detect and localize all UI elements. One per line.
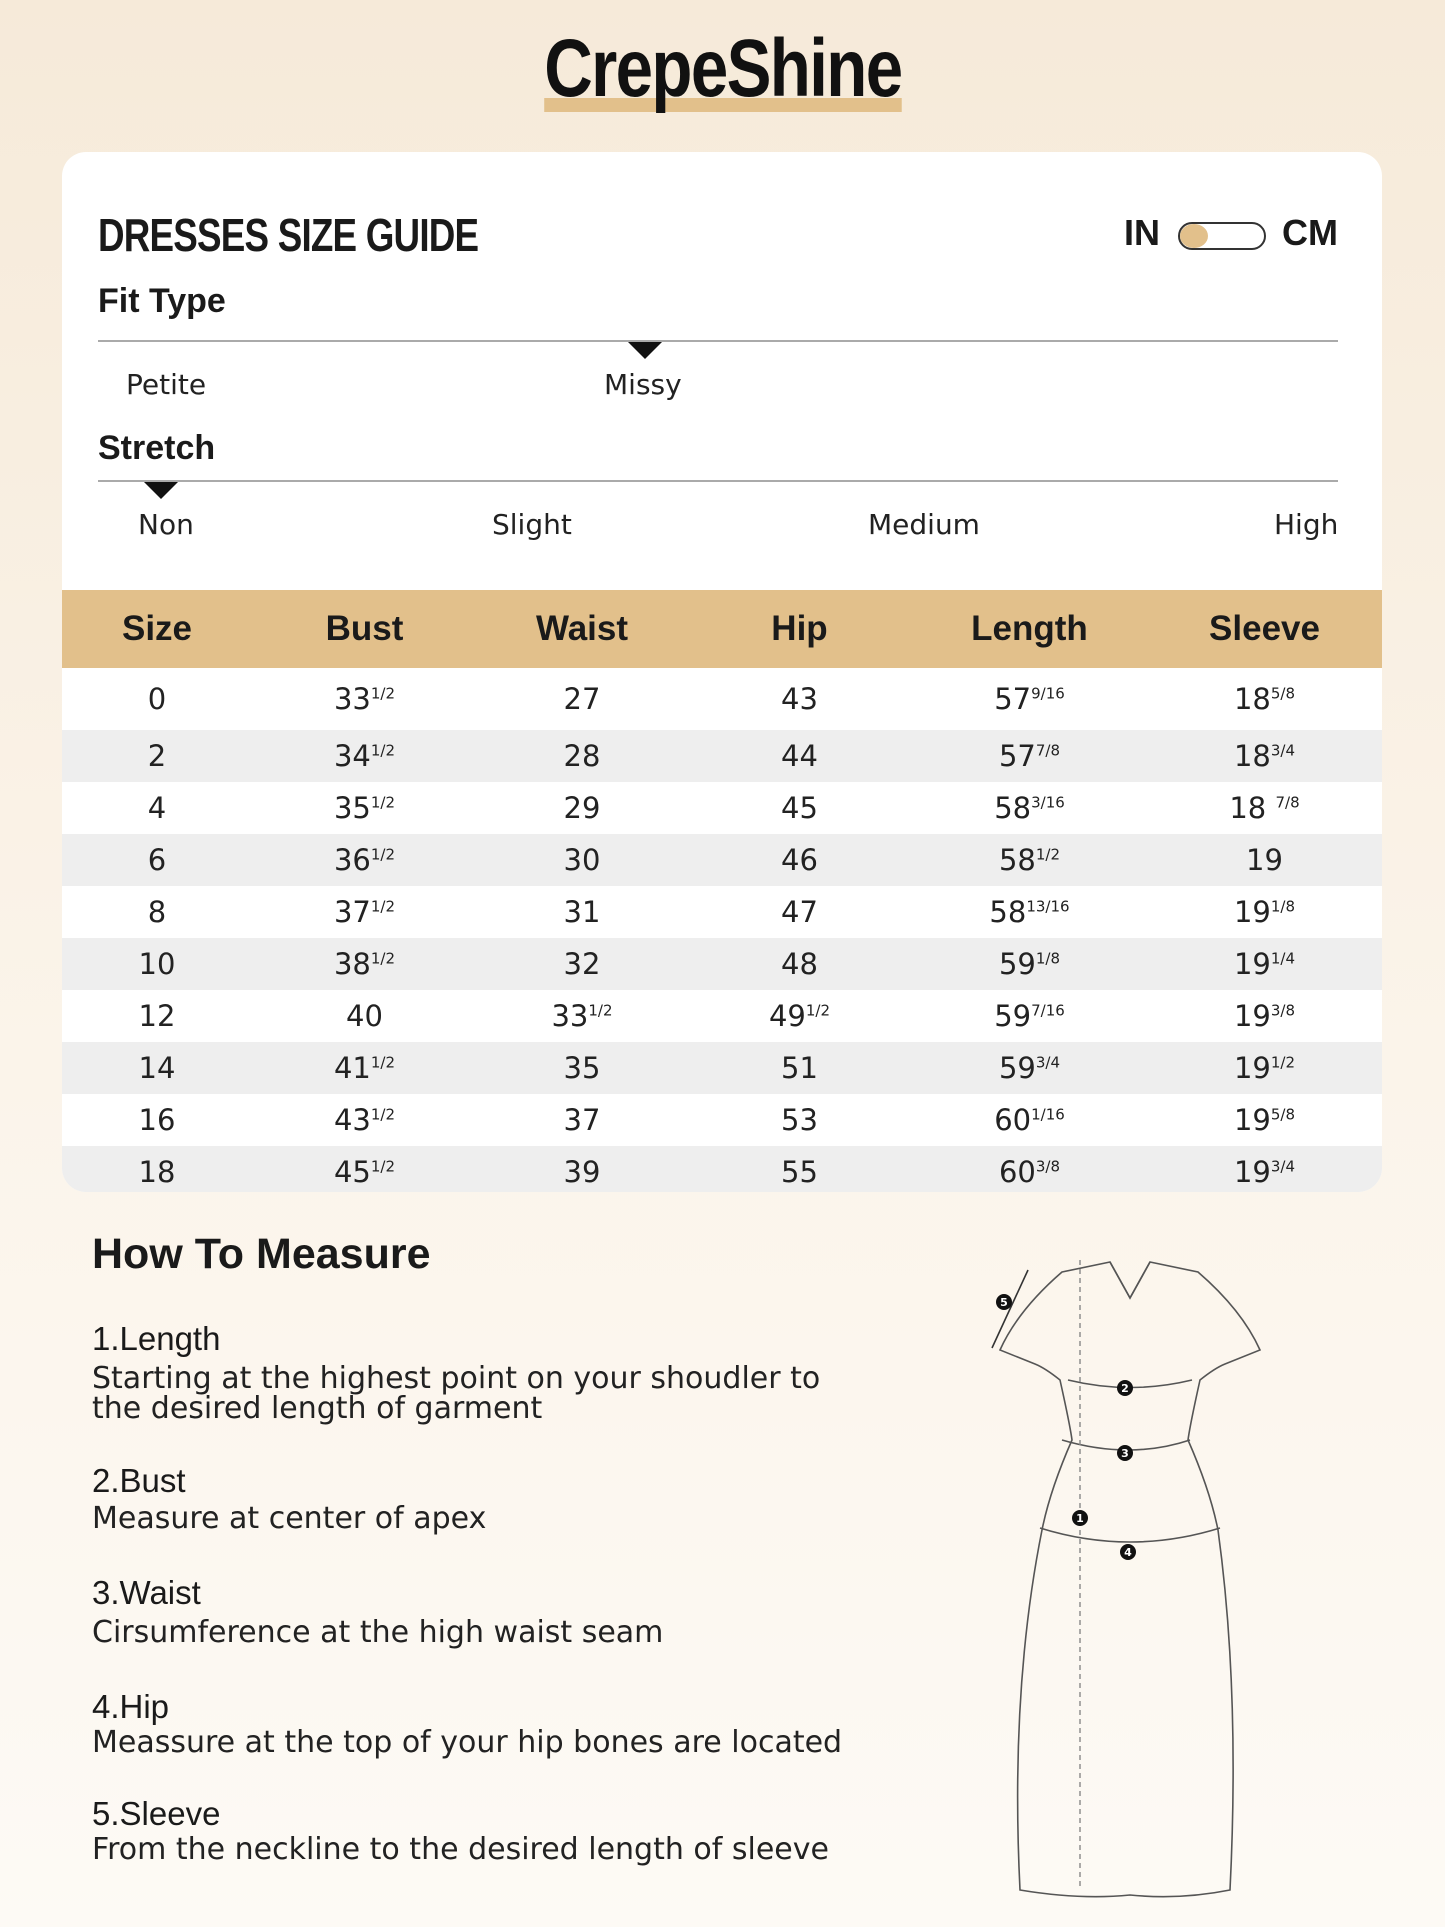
table-header-row [62, 590, 1382, 668]
cell-value: 8 [147, 895, 167, 929]
step-hip [92, 1688, 852, 1758]
unit-in-label[interactable]: IN [1124, 212, 1160, 253]
header-size: Size [62, 590, 252, 668]
cell-value: 14 [138, 1051, 176, 1085]
cell-length [912, 730, 1147, 782]
cell-bust [252, 990, 477, 1042]
step-length [92, 1320, 852, 1424]
guide-title: DRESSES SIZE GUIDE [98, 209, 479, 261]
cell-fraction: 1/8 [1035, 949, 1061, 968]
table-row [62, 782, 1382, 834]
cell-sleeve [1147, 938, 1382, 990]
cell-fraction: 1/2 [1035, 845, 1061, 864]
table-row [62, 1146, 1382, 1192]
dress-measurement-diagram [980, 1250, 1270, 1910]
cell-length [912, 834, 1147, 886]
cell-value: 19 [1233, 1155, 1271, 1189]
stretch-rule [98, 480, 1338, 482]
header-hip: Hip [687, 590, 912, 668]
cell-fraction: 1/2 [370, 741, 396, 760]
cell-size [62, 782, 252, 834]
fit-type-marker[interactable] [628, 342, 662, 359]
cell-value: 12 [138, 999, 176, 1033]
cell-size [62, 834, 252, 886]
cell-value: 59 [998, 947, 1036, 981]
cell-value: 48 [781, 947, 818, 981]
cell-value: 49 [768, 999, 806, 1033]
cell-value: 34 [333, 739, 371, 773]
cell-value: 58 [989, 895, 1027, 929]
cell-value: 18 [138, 1155, 176, 1189]
cell-waist [477, 886, 687, 938]
cell-value: 30 [563, 843, 601, 877]
cell-fraction: 5/8 [1270, 684, 1296, 703]
cell-value: 19 [1233, 1051, 1271, 1085]
cell-fraction: 7/16 [1031, 1001, 1065, 1020]
cell-value: 57 [994, 682, 1032, 716]
cell-value: 59 [998, 1051, 1036, 1085]
cell-sleeve [1147, 1094, 1382, 1146]
step-heading: 1.Length [92, 1320, 221, 1357]
cell-fraction: 3/8 [1270, 1001, 1296, 1020]
header-length: Length [912, 590, 1147, 668]
fit-type-label: Fit Type [98, 282, 226, 320]
cell-length [912, 1094, 1147, 1146]
cell-length [912, 990, 1147, 1042]
cell-sleeve [1147, 730, 1382, 782]
cell-value: 18 [1233, 682, 1271, 716]
how-to-measure-title: How To Measure [92, 1230, 431, 1278]
cell-size [62, 1042, 252, 1094]
neckline [1110, 1262, 1150, 1298]
step-description: From the neckline to the desired length of sleeve [92, 1832, 829, 1867]
cell-size [62, 1094, 252, 1146]
cell-value: 37 [563, 1103, 601, 1137]
cell-hip [687, 1042, 912, 1094]
cell-value: 44 [781, 739, 818, 773]
cell-fraction: 1/2 [370, 1105, 396, 1124]
cell-size [62, 938, 252, 990]
marker-3-label: 3 [1121, 1447, 1129, 1460]
stretch-option-high[interactable]: High [1274, 508, 1339, 541]
cell-waist [477, 730, 687, 782]
table-row [62, 834, 1382, 886]
cell-fraction: 1/2 [370, 845, 396, 864]
cell-sleeve [1147, 834, 1382, 886]
cell-value: 51 [781, 1051, 818, 1085]
cell-waist [477, 668, 687, 730]
dress-outline [1000, 1262, 1260, 1897]
cell-bust [252, 1042, 477, 1094]
cell-value: 0 [147, 682, 167, 716]
cell-value: 19 [1233, 1103, 1271, 1137]
cell-value: 28 [563, 739, 601, 773]
cell-length [912, 1146, 1147, 1192]
cell-hip [687, 730, 912, 782]
cell-value: 35 [333, 791, 371, 825]
cell-bust [252, 730, 477, 782]
stretch-option-medium[interactable]: Medium [868, 508, 980, 541]
cell-value: 6 [147, 843, 167, 877]
cell-bust [252, 834, 477, 886]
unit-cm-label[interactable]: CM [1282, 212, 1338, 253]
header-bust: Bust [252, 590, 477, 668]
brand-name: CrepeShine [543, 23, 902, 114]
cell-value: 58 [994, 791, 1032, 825]
cell-value: 36 [333, 843, 371, 877]
cell-fraction: 3/8 [1035, 1157, 1061, 1176]
step-heading: 5.Sleeve [92, 1795, 221, 1832]
cell-size [62, 886, 252, 938]
table-row [62, 938, 1382, 990]
step-description: Meassure at the top of your hip bones are located [92, 1725, 843, 1760]
step-waist [92, 1574, 852, 1648]
cell-bust [252, 886, 477, 938]
cell-fraction: 3/16 [1031, 793, 1065, 812]
cell-value: 45 [333, 1155, 371, 1189]
table-row [62, 668, 1382, 730]
cell-value: 10 [138, 947, 176, 981]
step-description: Starting at the highest point on your shoudler to the desired length of garment [92, 1361, 821, 1426]
step-sleeve [92, 1795, 852, 1865]
cell-waist [477, 1146, 687, 1192]
cell-value: 4 [147, 791, 167, 825]
stretch-option-slight[interactable]: Slight [492, 508, 572, 541]
cell-fraction: 5/8 [1270, 1105, 1296, 1124]
cell-sleeve [1147, 886, 1382, 938]
marker-2-label: 2 [1121, 1382, 1129, 1395]
cell-sleeve [1147, 990, 1382, 1042]
cell-waist [477, 1094, 687, 1146]
header-sleeve: Sleeve [1147, 590, 1382, 668]
cell-value: 18 [1233, 739, 1271, 773]
table-row [62, 886, 1382, 938]
cell-value: 19 [1233, 895, 1271, 929]
brand-logo [0, 23, 1445, 114]
cell-hip [687, 668, 912, 730]
stretch-label: Stretch [98, 429, 216, 467]
cell-value: 33 [333, 682, 371, 716]
cell-size [62, 668, 252, 730]
fit-option-missy[interactable]: Missy [604, 368, 682, 401]
step-heading: 2.Bust [92, 1462, 186, 1499]
cell-bust [252, 1146, 477, 1192]
cell-value: 18 [1229, 791, 1276, 825]
cell-value: 19 [1233, 947, 1271, 981]
table-row [62, 730, 1382, 782]
cell-value: 60 [994, 1103, 1032, 1137]
cell-fraction: 9/16 [1031, 684, 1065, 703]
cell-value: 16 [138, 1103, 176, 1137]
marker-4-label: 4 [1124, 1546, 1132, 1559]
cell-fraction: 1/2 [588, 1001, 613, 1020]
cell-length [912, 1042, 1147, 1094]
cell-waist [477, 782, 687, 834]
cell-value: 29 [563, 791, 601, 825]
cell-value: 45 [781, 791, 818, 825]
cell-waist [477, 990, 687, 1042]
step-bust [92, 1462, 852, 1534]
cell-fraction: 1/8 [1270, 897, 1296, 916]
cell-sleeve [1147, 1146, 1382, 1192]
cell-hip [687, 990, 912, 1042]
cell-waist [477, 938, 687, 990]
unit-toggle[interactable] [1178, 222, 1266, 250]
cell-value: 55 [781, 1155, 818, 1189]
cell-value: 31 [563, 895, 601, 929]
cell-value: 19 [1233, 999, 1271, 1033]
cell-fraction: 1/2 [370, 1053, 396, 1072]
cell-fraction: 13/16 [1026, 897, 1070, 916]
cell-bust [252, 668, 477, 730]
cell-value: 33 [551, 999, 589, 1033]
marker-5-label: 5 [1000, 1296, 1008, 1309]
cell-value: 41 [333, 1051, 371, 1085]
header-waist: Waist [477, 590, 687, 668]
cell-bust [252, 782, 477, 834]
cell-bust [252, 1094, 477, 1146]
cell-fraction: 1/2 [370, 684, 396, 703]
stretch-marker[interactable] [144, 482, 178, 499]
cell-fraction: 1/2 [370, 1157, 396, 1176]
cell-sleeve [1147, 668, 1382, 730]
cell-length [912, 938, 1147, 990]
cell-value: 19 [1246, 843, 1283, 877]
cell-value: 57 [998, 739, 1036, 773]
step-description: Measure at center of apex [92, 1501, 487, 1536]
cell-value: 53 [781, 1103, 818, 1137]
size-guide-card [62, 152, 1382, 1192]
step-heading: 3.Waist [92, 1574, 201, 1611]
cell-value: 38 [333, 947, 371, 981]
cell-value: 39 [563, 1155, 601, 1189]
cell-hip [687, 1094, 912, 1146]
cell-hip [687, 938, 912, 990]
cell-fraction: 1/2 [370, 793, 396, 812]
cell-fraction: 7/8 [1275, 793, 1300, 812]
cell-value: 60 [998, 1155, 1036, 1189]
cell-bust [252, 938, 477, 990]
cell-waist [477, 834, 687, 886]
table-row [62, 990, 1382, 1042]
cell-hip [687, 782, 912, 834]
cell-fraction: 1/2 [1270, 1053, 1296, 1072]
cell-value: 2 [147, 739, 167, 773]
cell-value: 37 [333, 895, 371, 929]
step-description: Cirsumference at the high waist seam [92, 1615, 664, 1650]
table-row [62, 1042, 1382, 1094]
cell-fraction: 1/16 [1031, 1105, 1065, 1124]
cell-hip [687, 834, 912, 886]
cell-size [62, 990, 252, 1042]
cell-sleeve [1147, 782, 1382, 834]
cell-value: 27 [563, 682, 601, 716]
cell-value: 43 [333, 1103, 371, 1137]
cell-fraction: 1/4 [1270, 949, 1296, 968]
cell-waist [477, 1042, 687, 1094]
cell-fraction: 3/4 [1035, 1053, 1061, 1072]
hip-line [1040, 1528, 1220, 1542]
cell-length [912, 782, 1147, 834]
table-row [62, 1094, 1382, 1146]
cell-length [912, 886, 1147, 938]
cell-fraction: 3/4 [1270, 741, 1296, 760]
cell-value: 32 [563, 947, 601, 981]
cell-fraction: 1/2 [370, 897, 396, 916]
cell-size [62, 730, 252, 782]
cell-sleeve [1147, 1042, 1382, 1094]
cell-hip [687, 1146, 912, 1192]
fit-type-rule [98, 340, 1338, 342]
cell-fraction: 1/2 [805, 1001, 831, 1020]
cell-length [912, 668, 1147, 730]
sleeve-measure-line [992, 1270, 1028, 1348]
cell-value: 58 [998, 843, 1036, 877]
cell-fraction: 7/8 [1035, 741, 1061, 760]
cell-value: 46 [781, 843, 818, 877]
cell-value: 43 [781, 682, 818, 716]
cell-value: 35 [563, 1051, 601, 1085]
cell-fraction: 3/4 [1270, 1157, 1296, 1176]
cell-hip [687, 886, 912, 938]
cell-value: 47 [781, 895, 818, 929]
cell-value: 59 [994, 999, 1032, 1033]
stretch-option-non[interactable]: Non [138, 508, 194, 541]
fit-option-petite[interactable]: Petite [126, 368, 207, 401]
marker-1-label: 1 [1076, 1512, 1084, 1525]
cell-size [62, 1146, 252, 1192]
size-table [62, 590, 1382, 1192]
cell-value: 40 [346, 999, 383, 1033]
toggle-knob [1180, 224, 1208, 248]
cell-fraction: 1/2 [370, 949, 396, 968]
step-heading: 4.Hip [92, 1688, 170, 1725]
